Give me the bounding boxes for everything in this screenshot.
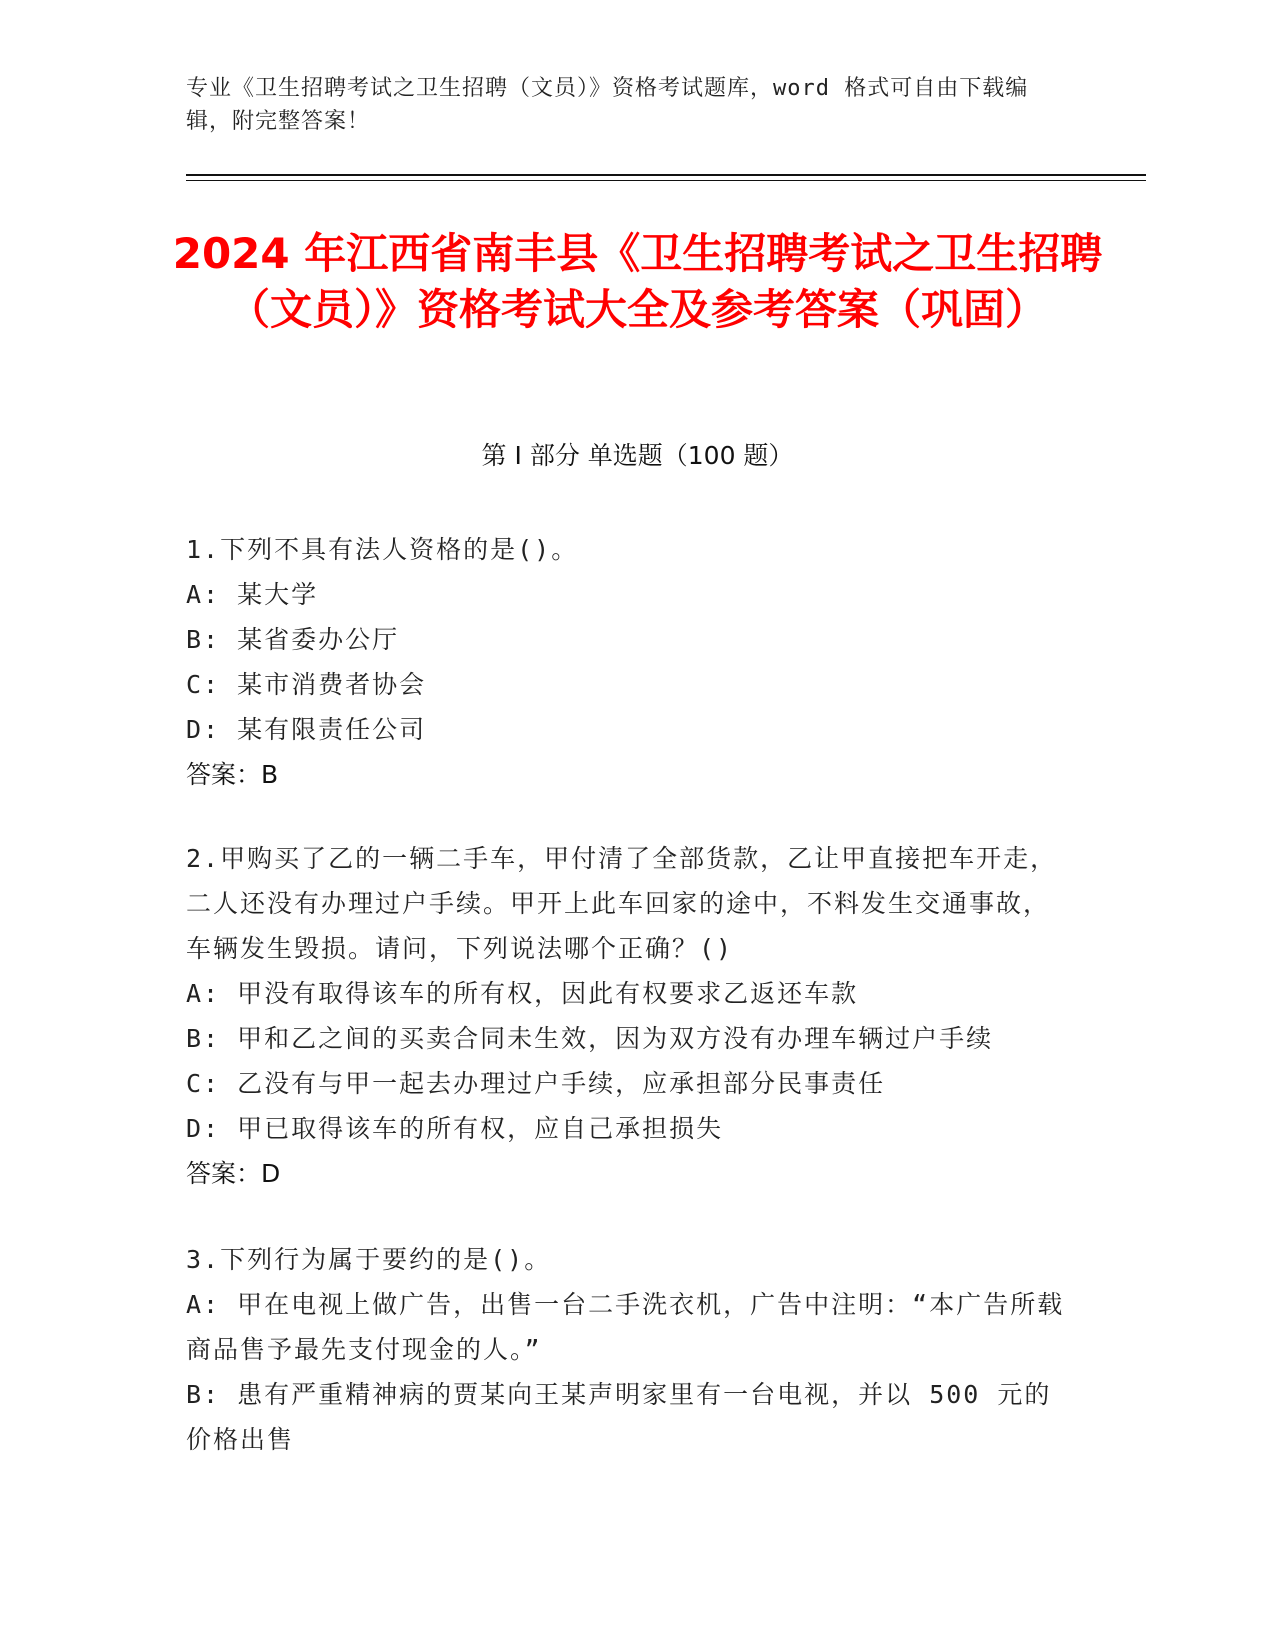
question-stem: 2.甲购买了乙的一辆二手车，甲付清了全部货款，乙让甲直接把车开走，二人还没有办理过户手续。甲开上此车回家的途中，不料发生交通事故，车辆发生毁损。请问，下列说法哪个正确？() <box>186 844 1058 963</box>
option-a: A: 甲在电视上做广告，出售一台二手洗衣机，广告中注明：“本广告所载商品售予最先支付现金的人。” <box>186 1290 1065 1364</box>
option-b: B: 患有严重精神病的贾某向王某声明家里有一台电视，并以 500 元的价格出售 <box>186 1380 1052 1454</box>
option-a: A: 甲没有取得该车的所有权，因此有权要求乙返还车款 <box>186 979 859 1008</box>
question-1 <box>186 527 1066 797</box>
section-title: 第 I 部分 单选题（100 题） <box>481 441 794 470</box>
option-d: D: 甲已取得该车的所有权，应自己承担损失 <box>186 1114 724 1143</box>
question-3 <box>186 1237 1066 1462</box>
option-a: A: 某大学 <box>186 580 319 609</box>
header-divider-thick <box>186 174 1146 176</box>
option-c: C: 某市消费者协会 <box>186 670 427 699</box>
question-stem: 1.下列不具有法人资格的是()。 <box>186 535 579 564</box>
header-note: 专业《卫生招聘考试之卫生招聘（文员）》资格考试题库，word 格式可自由下载编辑，附完整答案！ <box>186 76 1029 134</box>
answer: 答案：B <box>186 760 279 789</box>
option-c: C: 乙没有与甲一起去办理过户手续，应承担部分民事责任 <box>186 1069 886 1098</box>
header-divider-thin <box>186 180 1146 181</box>
answer: 答案：D <box>186 1159 281 1188</box>
option-b: B: 某省委办公厅 <box>186 625 400 654</box>
option-b: B: 甲和乙之间的买卖合同未生效，因为双方没有办理车辆过户手续 <box>186 1024 994 1053</box>
option-d: D: 某有限责任公司 <box>186 715 427 744</box>
question-stem: 3.下列行为属于要约的是()。 <box>186 1245 552 1274</box>
question-2 <box>186 836 1066 1196</box>
document-title: 2024 年江西省南丰县《卫生招聘考试之卫生招聘（文员）》资格考试大全及参考答案（巩固） <box>172 229 1103 334</box>
